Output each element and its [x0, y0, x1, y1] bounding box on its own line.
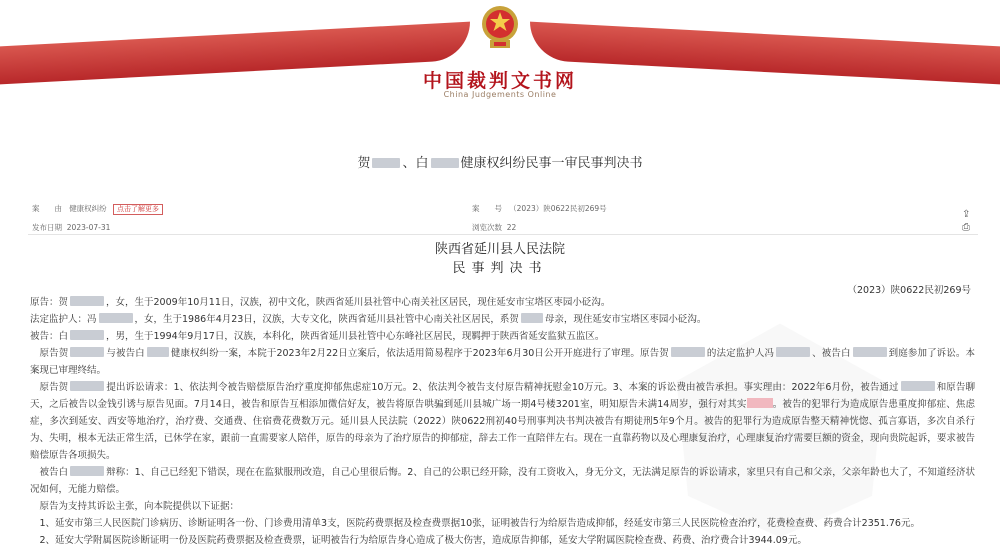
redaction-mask: [147, 347, 169, 357]
redaction-mask: [70, 330, 104, 340]
view-count-value: 22: [506, 223, 517, 232]
redaction-mask: [372, 158, 400, 168]
redaction-mask-highlight: [747, 398, 773, 408]
redaction-mask: [853, 347, 887, 357]
redaction-mask: [431, 158, 459, 168]
paragraph-case-intro: 原告贺 与被告白 健康权纠纷一案，本院于2023年2月22日立案后，依法适用简易程序于2023年6月30日公开开庭进行了审理。原告贺 的法定监护人冯 、被告白 到庭参加了诉讼。本案现已审理终结。: [30, 348, 975, 376]
site-title[interactable]: 中国裁判文书网: [422, 70, 577, 92]
publish-date-value: 2023-07-31: [66, 223, 111, 232]
judgment-heading: 民事判决书: [452, 261, 548, 276]
paragraph-evidence-intro: 原告为支持其诉讼主张，向本院提供以下证据：: [39, 501, 240, 512]
print-icon[interactable]: ⎙: [962, 222, 970, 233]
paragraph-evidence-2: 2、延安大学附属医院诊断证明一份及医院药费票据及检查费票，证明被告行为给原告身心造成了极大伤害，造成原告抑郁，延安大学附属医院检查费、药费、治疗费合计3944.09元。: [39, 535, 807, 546]
paragraph-defendant: 被告：白 ，男，生于1994年9月17日，汉族，本科化，陕西省延川县社管中心东峰社区居民，现羁押于陕西省延安监狱五监区。: [30, 331, 605, 342]
judgment-case-number: （2023）陕0622民初269号: [847, 285, 971, 296]
redaction-mask: [901, 381, 935, 391]
paragraph-claims: 原告贺 提出诉讼请求：1、依法判令被告赔偿原告治疗重度抑郁焦虑症10万元。2、依法判令被告支付原告精神抚慰金10万元。3、本案的诉讼费由被告承担。事实理由：2022年6月份，被告通过 和原告聊天，之后被告以金钱引诱与原告见面。7月14日，被告和原告互相添加微信好友，被告将原告哄骗到延川县城广场一期4号楼3201室，明知原告未满14周岁，强行对其实 。被告的犯罪行为造成原告患重度抑郁症、焦虑症，多次到延安、西安等地治疗，治疗费、交通费、住宿费花费数万元。延川县人民法院（2022）陕0622刑初40号刑事判决书判决被告有期徒刑5年9个月。被告的犯罪行为造成原告整天精神恍惚、孤言寡语，多次自杀行为、失明，根本无法正常生活，已休学在家，跟前一直需要家人陪伴，原告的母亲为了治疗原告的抑郁症，辞去工作一直陪伴左右。现在一直靠药物以及心理康复治疗，心理康复治疗需要巨额的资金，现向贵院起诉，要求被告赔偿原告各项损失。: [30, 382, 975, 461]
redaction-mask: [99, 313, 133, 323]
paragraph-plaintiff: 原告：贺 ，女，生于2009年10月11日，汉族，初中文化，陕西省延川县社管中心南关社区居民，现住延安市宝塔区枣园小砭沟。: [30, 297, 611, 308]
case-type-value: 健康权纠纷: [69, 204, 107, 213]
redaction-mask: [521, 313, 543, 323]
meta-divider: [28, 234, 978, 235]
document-title: 贺 、白 健康权纠纷民事一审民事判决书: [357, 156, 643, 171]
national-emblem-icon[interactable]: [480, 4, 520, 50]
redaction-mask: [671, 347, 705, 357]
redaction-mask: [70, 466, 104, 476]
learn-more-tag[interactable]: 点击了解更多: [113, 204, 163, 215]
redaction-mask: [70, 381, 104, 391]
case-number-value: （2023）陕0622民初269号: [509, 204, 607, 213]
case-type-row: 案 由 健康权纠纷 点击了解更多: [32, 203, 163, 215]
redaction-mask: [70, 296, 104, 306]
publish-date-row: 发布日期 2023-07-31: [32, 223, 111, 232]
redaction-mask: [776, 347, 810, 357]
case-number-row: 案 号 （2023）陕0622民初269号: [472, 204, 607, 213]
paragraph-guardian: 法定监护人：冯 ，女，生于1986年4月23日，汉族，大专文化，陕西省延川县社管中心南关社区居民，系贺 母亲，现住延安市宝塔区枣园小砭沟。: [30, 314, 707, 325]
site-subtitle: China Judgements Online: [443, 90, 557, 99]
share-icon[interactable]: ⇪: [962, 209, 971, 220]
paragraph-evidence-1: 1、延安市第三人民医院门诊病历、诊断证明各一份、门诊费用清单3支，医院药费票据及检查费票据10张，证明被告行为给原告造成抑郁，经延安市第三人民医院检查治疗，花费检查费、药费合计2351.76元。: [39, 518, 920, 529]
view-count-row: 浏览次数 22: [472, 223, 517, 232]
paragraph-defense: 被告白 辩称：1、自己已经犯下错误，现在在监狱服刑改造，自己心里很后悔。2、自己的公职已经开除，没有工资收入，身无分文，无法满足原告的诉讼请求，家里只有自己和父亲，父亲年龄也大了，不知道经济状况如何，无能力赔偿。: [30, 467, 975, 495]
site-banner: [0, 0, 1000, 110]
judgment-content: [30, 294, 975, 549]
redaction-mask: [70, 347, 104, 357]
court-name: 陕西省延川县人民法院: [434, 242, 565, 257]
